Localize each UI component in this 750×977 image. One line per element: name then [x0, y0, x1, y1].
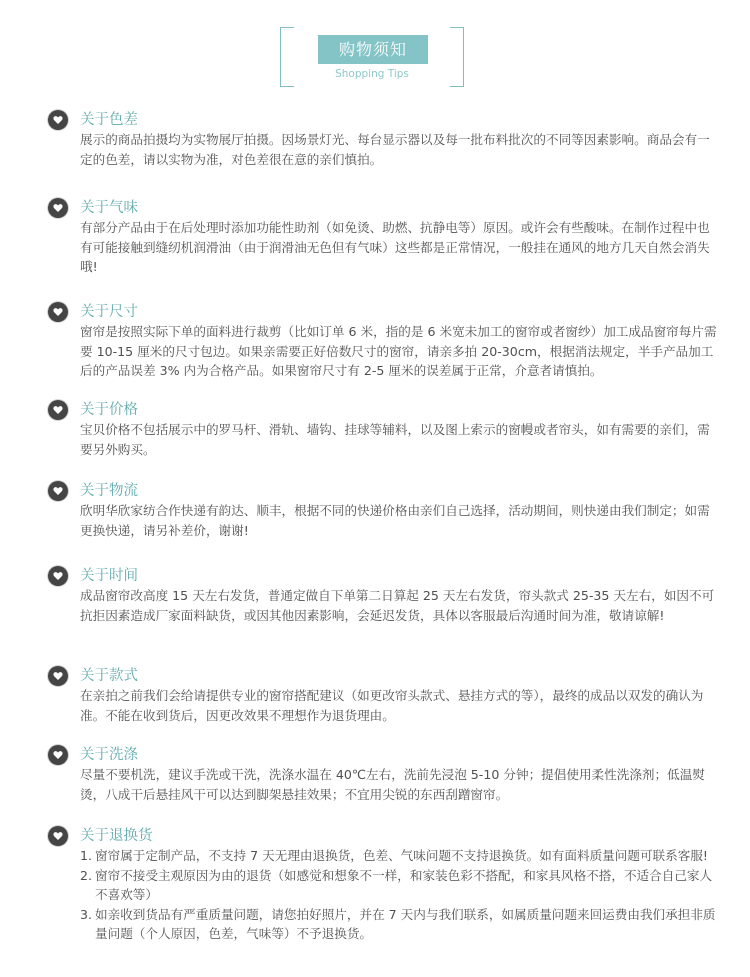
- list-item-number: 1.: [80, 848, 93, 863]
- section-header: [48, 110, 728, 130]
- section-text: 欣明华欣家纺合作快递有韵达、顺丰，根据不同的快递价格由亲们自己选择，活动期间，则快递由我们制定；如需更换快递，请另补差价，谢谢!: [80, 503, 710, 538]
- section-header: [48, 566, 728, 586]
- heart-icon: [48, 566, 68, 586]
- heart-icon: [48, 481, 68, 501]
- section-text: 在亲拍之前我们会给请提供专业的窗帘搭配建议（如更改帘头款式、悬挂方式的等），最终的成品以双发的确认为准。不能在收到货后，因更改效果不理想作为退货理由。: [80, 688, 704, 723]
- list-item: [80, 866, 720, 905]
- section-color-difference: [48, 110, 728, 169]
- section-text: 成品窗帘改高度 15 天左右发货，普通定做自下单第二日算起 25 天左右发货，帘头款式 25-35 天左右，如因不可抗拒因素造成厂家面料缺货，或因其他因素影响，会延迟发货，具体以客服最后沟通时间为准，敬请谅解!: [80, 588, 715, 623]
- section-header: [48, 745, 728, 765]
- list-item: [80, 846, 720, 866]
- section-size: [48, 302, 728, 381]
- heart-icon: [48, 110, 68, 130]
- section-washing: [48, 745, 728, 804]
- section-body: [80, 322, 720, 381]
- list-item-number: 2.: [80, 867, 93, 883]
- heart-icon: [48, 400, 68, 420]
- section-body: [80, 765, 720, 804]
- section-odor: [48, 198, 728, 277]
- list-item-text: 如亲收到货品有严重质量问题，请您拍好照片，并在 7 天内与我们联系，如属质量问题来回运费由我们承担非质量问题（个人原因，色差，气味等）不予退换货。: [95, 906, 716, 942]
- section-time: [48, 566, 728, 625]
- section-body: [80, 586, 720, 625]
- list-item-text: 窗帘不接受主观原因为由的退货（如感觉和想象不一样，和家装色彩不搭配，和家具风格不搭，不适合自己家人不喜欢等）: [95, 867, 713, 903]
- heart-icon: [48, 826, 68, 846]
- section-price: [48, 400, 728, 459]
- list-item-text: 窗帘属于定制产品，不支持 7 天无理由退换货，色差、气味问题不支持退换货。如有面料质量问题可联系客服!: [95, 848, 708, 863]
- section-header: [48, 826, 728, 846]
- section-body: [80, 420, 720, 459]
- shopping-tips-header: [280, 27, 464, 87]
- heart-icon: [48, 198, 68, 218]
- section-title: 关于价格: [80, 402, 138, 418]
- section-text: 尽量不要机洗，建议手洗或干洗，洗涤水温在 40℃左右，洗前先浸泡 5-10 分钟；提倡使用柔性洗涤剂；低温熨烫，八成干后悬挂风干可以达到脚架悬挂效果；不宜用尖锐的东西刮蹭窗帘。: [80, 767, 705, 802]
- heart-icon: [48, 666, 68, 686]
- section-title: 关于退换货: [80, 828, 153, 844]
- section-body: [80, 846, 720, 944]
- section-header: [48, 666, 728, 686]
- heart-icon: [48, 302, 68, 322]
- section-returns: [48, 826, 728, 944]
- section-body: [80, 686, 720, 725]
- section-text: 窗帘是按照实际下单的面料进行裁剪（比如订单 6 米，指的是 6 米宽未加工的窗帘或者窗纱）加工成品窗帘每片需要 10-15 厘米的尺寸包边。如果亲需要正好倍数尺寸的窗帘，请亲多拍 20-30cm，根据消法规定，半手产品加工后的产品误差 3% 内为合格产品。如果窗帘尺寸有 2-5 厘米的误差属于正常，介意者请慎拍。: [80, 324, 717, 379]
- returns-list: [80, 846, 720, 944]
- heart-icon: [48, 745, 68, 765]
- section-header: [48, 302, 728, 322]
- page-subtitle: Shopping Tips: [335, 68, 409, 80]
- section-title: 关于色差: [80, 112, 138, 128]
- section-header: [48, 198, 728, 218]
- section-text: 展示的商品拍摄均为实物展厅拍摄。因场景灯光、每台显示器以及每一批布料批次的不同等因素影响。商品会有一定的色差，请以实物为准，对色差很在意的亲们慎拍。: [80, 132, 710, 167]
- section-body: [80, 501, 720, 540]
- list-item: [80, 905, 720, 944]
- section-body: [80, 218, 720, 277]
- section-body: [80, 130, 720, 169]
- section-title: 关于时间: [80, 568, 138, 584]
- section-header: [48, 400, 728, 420]
- section-title: 关于洗涤: [80, 747, 138, 763]
- section-title: 关于气味: [80, 200, 138, 216]
- section-style: [48, 666, 728, 725]
- section-text: 有部分产品由于在后处理时添加功能性助剂（如免烫、助燃、抗静电等）原因。或许会有些酸味。在制作过程中也有可能接触到缝纫机润滑油（由于润滑油无色但有气味）这些都是正常情况，一般挂在通风的地方几天自然会消失哦!: [80, 220, 710, 275]
- page-title: 购物须知: [318, 35, 428, 64]
- section-header: [48, 481, 728, 501]
- section-title: 关于尺寸: [80, 304, 138, 320]
- section-logistics: [48, 481, 728, 540]
- section-title: 关于款式: [80, 668, 138, 684]
- section-text: 宝贝价格不包括展示中的罗马杆、滑轨、墙钩、挂球等辅料，以及图上索示的窗幔或者帘头，如有需要的亲们，需要另外购买。: [80, 422, 710, 457]
- section-title: 关于物流: [80, 483, 138, 499]
- list-item-number: 3.: [80, 906, 93, 922]
